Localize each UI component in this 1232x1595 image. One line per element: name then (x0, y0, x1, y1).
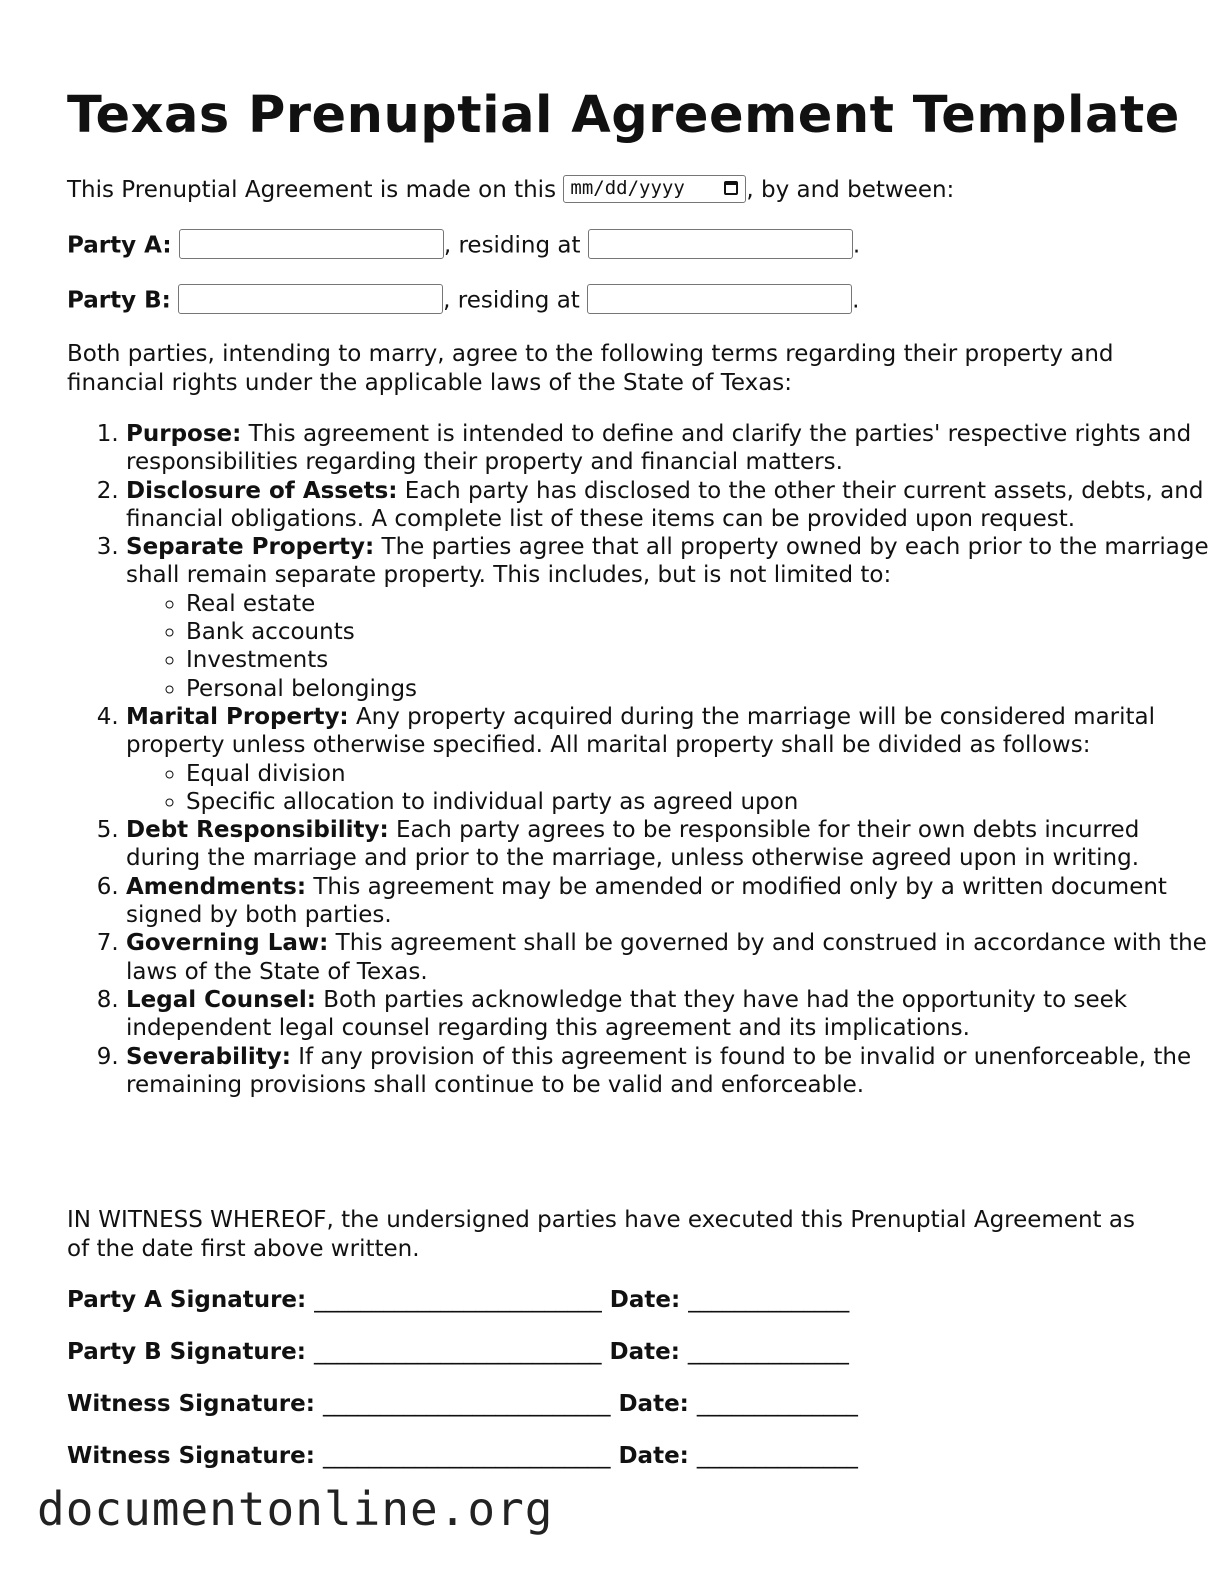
term-heading: Disclosure of Assets: (126, 477, 398, 504)
date-rule: ______________ (687, 1339, 849, 1365)
intro-tail: , by and between: (746, 177, 955, 203)
signature-rule: _________________________ (322, 1391, 611, 1417)
agreement-date-input[interactable] (563, 175, 746, 203)
term-text: Each party agrees to be responsible for their own debts incurred during the marriage and prior to the marriage, unless otherwise agreed upon in writing. (126, 817, 1140, 872)
signature-label: Party B Signature: (67, 1339, 306, 1365)
party-b-address-input[interactable] (587, 284, 852, 314)
sub-list-item: ◦ Investments (186, 646, 1211, 674)
signature-label: Party A Signature: (67, 1287, 307, 1313)
party-b-line (67, 286, 859, 316)
term-text: If any provision of this agreement is found to be invalid or unenforceable, the remaining provisions shall continue to be valid and enforceable. (126, 1043, 1192, 1098)
term-item-governing-law (126, 929, 1211, 986)
date-rule: ______________ (696, 1391, 858, 1417)
witness-clause: IN WITNESS WHEREOF, the undersigned parties have executed this Prenuptial Agreement as of the date first above written. (67, 1207, 1135, 1262)
sub-list-item: ◦ Equal division (186, 760, 1211, 788)
calendar-icon[interactable] (724, 181, 738, 195)
sub-list-item: ◦ Bank accounts (186, 618, 1211, 646)
term-item-severability (126, 1043, 1211, 1100)
term-text: Both parties acknowledge that they have had the opportunity to seek independent legal counsel regarding this agreement and its implications. (126, 986, 1128, 1042)
signature-rule: _________________________ (313, 1339, 602, 1365)
term-item-separate-property (126, 533, 1211, 703)
term-heading: Severability: (126, 1043, 291, 1070)
term-heading: Governing Law: (126, 930, 329, 957)
signature-line-witness-1 (67, 1390, 858, 1418)
term-text: The parties agree that all property owned by each prior to the marriage shall remain separate property. This includes, but is not limited to: (126, 534, 1209, 589)
terms-list (67, 420, 1211, 1099)
date-label: Date: (609, 1287, 681, 1313)
party-a-name-input[interactable] (179, 229, 444, 259)
sub-list-item: ◦ Real estate (186, 590, 1211, 618)
date-label: Date: (609, 1339, 680, 1365)
date-label: Date: (618, 1443, 689, 1469)
intro-text: This Prenuptial Agreement is made on this (67, 177, 564, 203)
term-heading: Debt Responsibility: (126, 817, 389, 844)
term-item-purpose (126, 420, 1211, 477)
preamble-paragraph: Both parties, intending to marry, agree to the following terms regarding their property and financial rights under the applicable laws of the State of Texas: (67, 341, 1114, 396)
party-b-period: . (852, 287, 860, 314)
term-heading: Marital Property: (126, 703, 349, 730)
term-text: Any property acquired during the marriage will be considered marital property unless otherwise specified. All marital property shall be divided as follows: (126, 703, 1156, 759)
party-b-residing-text: , residing at (443, 287, 588, 314)
watermark: documentonline.org (37, 1482, 554, 1536)
term-item-legal-counsel (126, 986, 1211, 1043)
marital-property-sublist (126, 760, 1211, 817)
term-text: Each party has disclosed to the other their current assets, debts, and financial obligations. A complete list of these items can be provided upon request. (126, 477, 1204, 532)
signature-line-witness-2 (67, 1442, 858, 1470)
term-item-amendments (126, 873, 1211, 930)
term-item-marital-property (126, 703, 1211, 816)
signature-rule: _________________________ (314, 1287, 602, 1313)
term-heading: Purpose: (126, 421, 242, 447)
party-b-label: Party B: (67, 287, 171, 314)
signature-label: Witness Signature: (67, 1443, 315, 1469)
party-a-period: . (852, 232, 861, 259)
signature-line-party-b (67, 1338, 849, 1366)
agreement-date-line (67, 176, 954, 205)
page-title: Texas Prenuptial Agreement Template (67, 86, 1180, 145)
sub-list-item: ◦ Personal belongings (186, 675, 1211, 703)
term-item-disclosure (126, 477, 1211, 534)
term-heading: Legal Counsel: (126, 986, 316, 1013)
date-label: Date: (618, 1391, 689, 1417)
term-item-debt-responsibility (126, 816, 1211, 873)
party-a-label: Party A: (67, 232, 172, 259)
term-text: This agreement is intended to define and clarify the parties' respective rights and responsibilities regarding their property and financial matters. (126, 421, 1192, 476)
date-rule: ______________ (696, 1443, 858, 1469)
party-a-address-input[interactable] (588, 229, 853, 259)
sub-list-item: ◦ Specific allocation to individual party as agreed upon (186, 788, 1211, 816)
term-heading: Separate Property: (126, 534, 375, 561)
separate-property-sublist (126, 590, 1211, 703)
party-a-line (67, 231, 860, 261)
party-a-residing-text: , residing at (443, 232, 588, 259)
party-b-name-input[interactable] (178, 284, 443, 314)
date-placeholder: mm/dd/yyyy (570, 176, 685, 199)
signature-rule: _________________________ (322, 1443, 611, 1469)
signature-label: Witness Signature: (67, 1391, 315, 1417)
signature-line-party-a (67, 1286, 849, 1314)
term-text: This agreement may be amended or modified only by a written document signed by both parties. (126, 873, 1167, 929)
term-heading: Amendments: (126, 873, 307, 900)
term-text: This agreement shall be governed by and construed in accordance with the laws of the State of Texas. (126, 930, 1207, 985)
date-rule: ______________ (688, 1287, 850, 1313)
